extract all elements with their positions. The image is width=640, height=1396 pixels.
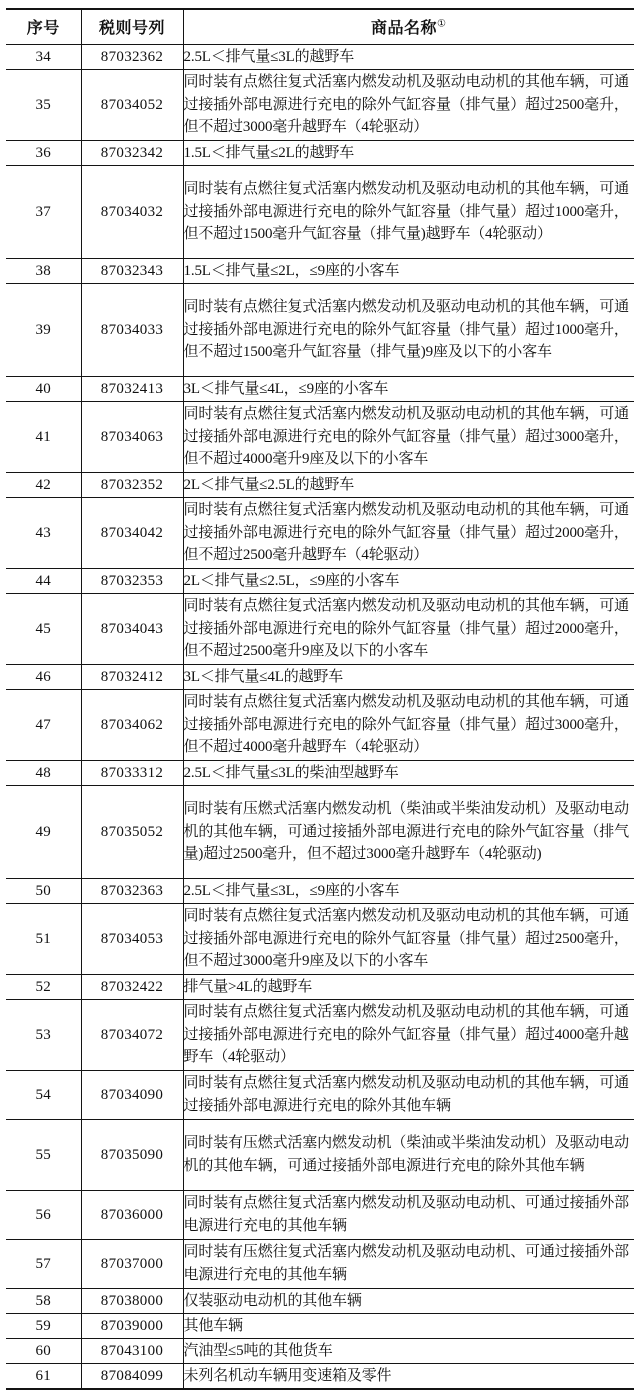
cell-tariff-code: 87033312 — [81, 761, 183, 786]
cell-commodity-name — [183, 473, 634, 498]
commodity-name-text: 其他车辆 — [183, 1317, 243, 1334]
table-row — [6, 1000, 634, 1071]
commodity-name-text: 同时装有点燃往复式活塞内燃发动机及驱动电动机的其他车辆，可通过接插外部电源进行充电的除外气缸容量（排气量）超过1000毫升，但不超过1500毫升气缸容量（排气量)9座及以下的小客车 — [183, 298, 630, 361]
cell-commodity-name — [183, 284, 634, 377]
cell-commodity-name — [183, 786, 634, 879]
column-header-seq: 序号 — [6, 9, 81, 45]
cell-tariff-code: 87032412 — [81, 665, 183, 690]
commodity-name-text: 同时装有点燃往复式活塞内燃发动机及驱动电动机的其他车辆，可通过接插外部电源进行充电的除外气缸容量（排气量）超过2500毫升，但不超过3000毫升9座及以下的小客车 — [183, 907, 630, 970]
table-row — [6, 1240, 634, 1289]
cell-commodity-name — [183, 569, 634, 594]
cell-seq: 38 — [6, 259, 81, 284]
table-row — [6, 1191, 634, 1240]
table-row — [6, 665, 634, 690]
cell-commodity-name — [183, 1364, 634, 1390]
cell-tariff-code: 87032353 — [81, 569, 183, 594]
footnote-marker-icon: ① — [437, 18, 447, 30]
cell-seq: 57 — [6, 1240, 81, 1289]
cell-seq: 36 — [6, 141, 81, 166]
cell-commodity-name — [183, 1240, 634, 1289]
header-row — [6, 9, 634, 45]
cell-tariff-code: 87034032 — [81, 166, 183, 259]
cell-seq: 45 — [6, 594, 81, 665]
commodity-name-text: 2L＜排气量≤2.5L，≤9座的小客车 — [183, 572, 400, 589]
cell-seq: 49 — [6, 786, 81, 879]
cell-commodity-name — [183, 879, 634, 904]
commodity-name-text: 3L＜排气量≤4L，≤9座的小客车 — [183, 380, 389, 397]
cell-seq: 58 — [6, 1289, 81, 1314]
table-row — [6, 70, 634, 141]
cell-seq: 46 — [6, 665, 81, 690]
cell-tariff-code: 87035052 — [81, 786, 183, 879]
commodity-name-text: 同时装有点燃往复式活塞内燃发动机及驱动电动机的其他车辆，可通过接插外部电源进行充电的除外气缸容量（排气量）超过1000毫升，但不超过1500毫升气缸容量（排气量)越野车（4轮驱动） — [183, 180, 630, 243]
column-header-name-text: 商品名称 — [371, 20, 438, 37]
table-row — [6, 259, 634, 284]
cell-commodity-name — [183, 594, 634, 665]
cell-seq: 56 — [6, 1191, 81, 1240]
cell-commodity-name — [183, 1191, 634, 1240]
cell-tariff-code: 87034052 — [81, 70, 183, 141]
commodity-name-text: 1.5L＜排气量≤2L的越野车 — [183, 144, 355, 161]
cell-tariff-code: 87032343 — [81, 259, 183, 284]
tariff-table — [6, 8, 634, 1390]
table-row — [6, 786, 634, 879]
cell-seq: 42 — [6, 473, 81, 498]
commodity-name-text: 同时装有点燃往复式活塞内燃发动机及驱动电动机的其他车辆，可通过接插外部电源进行充电的除外气缸容量（排气量）超过2000毫升，但不超过2500毫升9座及以下的小客车 — [183, 597, 630, 660]
table-row — [6, 975, 634, 1000]
table-row — [6, 402, 634, 473]
commodity-name-text: 2.5L＜排气量≤3L的柴油型越野车 — [183, 764, 399, 781]
commodity-name-text: 同时装有点燃往复式活塞内燃发动机及驱动电动机的其他车辆，可通过接插外部电源进行充电的除外气缸容量（排气量）超过4000毫升越野车（4轮驱动） — [183, 1003, 630, 1066]
cell-seq: 40 — [6, 377, 81, 402]
table-row — [6, 879, 634, 904]
commodity-name-text: 同时装有点燃往复式活塞内燃发动机及驱动电动机的其他车辆，可通过接插外部电源进行充电的除外气缸容量（排气量）超过2000毫升，但不超过2500毫升越野车（4轮驱动） — [183, 501, 630, 564]
commodity-name-text: 同时装有压燃式活塞内燃发动机（柴油或半柴油发动机）及驱动电动机的其他车辆，可通过接插外部电源进行充电的除外其他车辆 — [183, 1135, 630, 1174]
commodity-name-text: 同时装有压燃往复式活塞内燃发动机及驱动电动机、可通过接插外部电源进行充电的其他车辆 — [183, 1244, 630, 1283]
commodity-name-text: 同时装有点燃往复式活塞内燃发动机及驱动电动机的其他车辆，可通过接插外部电源进行充电的除外气缸容量（排气量）超过3000毫升，但不超过4000毫升越野车（4轮驱动） — [183, 693, 630, 756]
table-header — [6, 9, 634, 45]
cell-tariff-code: 87038000 — [81, 1289, 183, 1314]
cell-commodity-name — [183, 761, 634, 786]
cell-tariff-code: 87034090 — [81, 1071, 183, 1120]
cell-commodity-name — [183, 45, 634, 70]
cell-tariff-code: 87032362 — [81, 45, 183, 70]
cell-seq: 39 — [6, 284, 81, 377]
cell-tariff-code: 87036000 — [81, 1191, 183, 1240]
table-row — [6, 761, 634, 786]
cell-commodity-name — [183, 1071, 634, 1120]
table-row — [6, 498, 634, 569]
cell-seq: 53 — [6, 1000, 81, 1071]
cell-seq: 54 — [6, 1071, 81, 1120]
table-row — [6, 377, 634, 402]
cell-commodity-name — [183, 904, 634, 975]
table-row — [6, 473, 634, 498]
table-row — [6, 904, 634, 975]
cell-commodity-name — [183, 1000, 634, 1071]
commodity-name-text: 汽油型≤5吨的其他货车 — [183, 1342, 333, 1359]
table-row — [6, 1339, 634, 1364]
cell-seq: 34 — [6, 45, 81, 70]
cell-tariff-code: 87032413 — [81, 377, 183, 402]
cell-seq: 47 — [6, 690, 81, 761]
cell-commodity-name — [183, 665, 634, 690]
cell-commodity-name — [183, 70, 634, 141]
commodity-name-text: 同时装有点燃往复式活塞内燃发动机及驱动电动机、可通过接插外部电源进行充电的其他车辆 — [183, 1195, 630, 1234]
cell-tariff-code: 87032422 — [81, 975, 183, 1000]
table-row — [6, 1289, 634, 1314]
commodity-name-text: 同时装有点燃往复式活塞内燃发动机及驱动电动机的其他车辆，可通过接插外部电源进行充电的除外气缸容量（排气量）超过2500毫升，但不超过3000毫升越野车（4轮驱动） — [183, 73, 630, 136]
table-row — [6, 594, 634, 665]
cell-seq: 35 — [6, 70, 81, 141]
cell-tariff-code: 87034062 — [81, 690, 183, 761]
column-header-name — [183, 9, 634, 45]
cell-seq: 55 — [6, 1120, 81, 1191]
cell-seq: 61 — [6, 1364, 81, 1390]
cell-commodity-name — [183, 498, 634, 569]
cell-tariff-code: 87034042 — [81, 498, 183, 569]
cell-seq: 41 — [6, 402, 81, 473]
table-row — [6, 166, 634, 259]
commodity-name-text: 3L＜排气量≤4L的越野车 — [183, 668, 344, 685]
cell-commodity-name — [183, 975, 634, 1000]
cell-tariff-code: 87034033 — [81, 284, 183, 377]
table-row — [6, 690, 634, 761]
cell-commodity-name — [183, 166, 634, 259]
cell-tariff-code: 87039000 — [81, 1314, 183, 1339]
cell-tariff-code: 87032363 — [81, 879, 183, 904]
commodity-name-text: 未列名机动车辆用变速箱及零件 — [183, 1367, 392, 1384]
cell-tariff-code: 87034072 — [81, 1000, 183, 1071]
table-row — [6, 141, 634, 166]
commodity-name-text: 同时装有点燃往复式活塞内燃发动机及驱动电动机的其他车辆，可通过接插外部电源进行充电的除外其他车辆 — [183, 1075, 630, 1114]
cell-seq: 48 — [6, 761, 81, 786]
commodity-name-text: 同时装有点燃往复式活塞内燃发动机及驱动电动机的其他车辆，可通过接插外部电源进行充电的除外气缸容量（排气量）超过3000毫升，但不超过4000毫升9座及以下的小客车 — [183, 405, 630, 468]
cell-seq: 52 — [6, 975, 81, 1000]
cell-commodity-name — [183, 1314, 634, 1339]
cell-tariff-code: 87034053 — [81, 904, 183, 975]
cell-tariff-code: 87037000 — [81, 1240, 183, 1289]
cell-seq: 44 — [6, 569, 81, 594]
cell-seq: 51 — [6, 904, 81, 975]
cell-commodity-name — [183, 377, 634, 402]
cell-commodity-name — [183, 1289, 634, 1314]
cell-tariff-code: 87043100 — [81, 1339, 183, 1364]
cell-commodity-name — [183, 141, 634, 166]
commodity-name-text: 2L＜排气量≤2.5L的越野车 — [183, 476, 355, 493]
commodity-name-text: 仅装驱动电动机的其他车辆 — [183, 1292, 362, 1309]
cell-commodity-name — [183, 402, 634, 473]
cell-tariff-code: 87032342 — [81, 141, 183, 166]
cell-tariff-code: 87034043 — [81, 594, 183, 665]
table-row — [6, 569, 634, 594]
cell-tariff-code: 87032352 — [81, 473, 183, 498]
cell-seq: 37 — [6, 166, 81, 259]
table-row — [6, 1071, 634, 1120]
column-header-code: 税则号列 — [81, 9, 183, 45]
cell-seq: 50 — [6, 879, 81, 904]
cell-tariff-code: 87034063 — [81, 402, 183, 473]
table-row — [6, 1120, 634, 1191]
table-row — [6, 1364, 634, 1390]
table-body — [6, 45, 634, 1390]
cell-seq: 59 — [6, 1314, 81, 1339]
cell-commodity-name — [183, 1120, 634, 1191]
cell-tariff-code: 87035090 — [81, 1120, 183, 1191]
cell-commodity-name — [183, 259, 634, 284]
cell-seq: 43 — [6, 498, 81, 569]
commodity-name-text: 同时装有压燃式活塞内燃发动机（柴油或半柴油发动机）及驱动电动机的其他车辆，可通过接插外部电源进行充电的除外气缸容量（排气量)超过2500毫升，但不超过3000毫升越野车（4轮驱动) — [183, 800, 630, 863]
commodity-name-text: 1.5L＜排气量≤2L，≤9座的小客车 — [183, 262, 400, 279]
commodity-name-text: 排气量>4L的越野车 — [183, 978, 313, 995]
table-row — [6, 284, 634, 377]
table-row — [6, 1314, 634, 1339]
cell-commodity-name — [183, 690, 634, 761]
commodity-name-text: 2.5L＜排气量≤3L，≤9座的小客车 — [183, 882, 400, 899]
commodity-name-text: 2.5L＜排气量≤3L的越野车 — [183, 48, 355, 65]
cell-commodity-name — [183, 1339, 634, 1364]
cell-seq: 60 — [6, 1339, 81, 1364]
table-row — [6, 45, 634, 70]
cell-tariff-code: 87084099 — [81, 1364, 183, 1390]
